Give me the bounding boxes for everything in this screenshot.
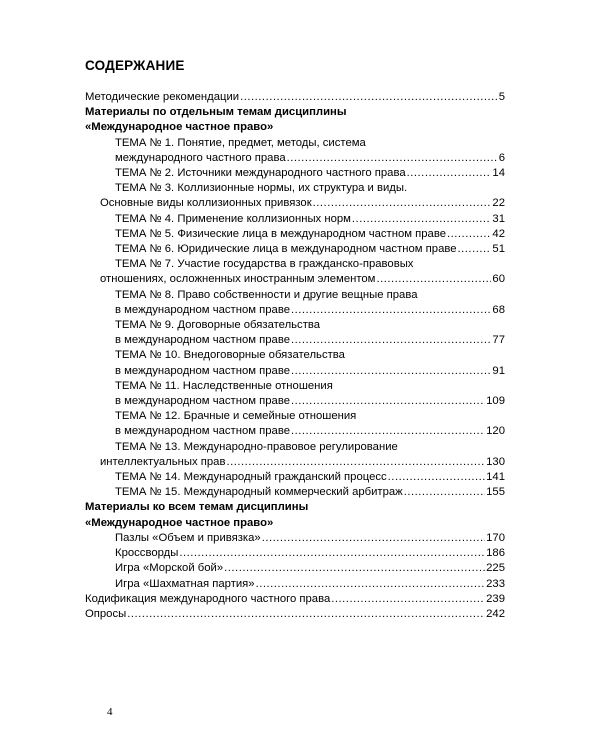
toc-entry-text: отношениях, осложненных иностранным элементом [100,273,376,286]
section-heading-discipline-name-2: «Международное частное право» [85,516,274,529]
toc-entry-topic-8-cont[interactable] [85,303,505,318]
dot-leader [256,577,486,592]
toc-entry-text: Пазлы «Объем и привязка» [115,531,261,544]
toc-entry-topic-14[interactable] [85,470,505,485]
toc-entry-topic-15[interactable] [85,485,505,500]
section-heading-all-topics: Материалы ко всем темам дисциплины [85,501,309,514]
toc-entry-topic-11[interactable]: ТЕМА № 11. Наследственные отношения [115,379,333,392]
toc-entry-text: международного частного права [115,151,286,164]
toc-page-number: 155 [486,486,505,499]
dot-leader [388,470,485,485]
toc-entry-text: ТЕМА № 5. Физические лица в международном частном праве [115,227,446,240]
toc-page-number: 60 [492,273,505,286]
toc-entry-topic-9-cont[interactable] [85,333,505,348]
toc-page-number: 242 [486,607,505,620]
toc-entry-topic-8[interactable]: ТЕМА № 8. Право собственности и другие вещные права [115,288,418,301]
toc-entry-topic-7-cont[interactable] [85,272,505,287]
dot-leader [458,242,492,257]
toc-entry-topic-9[interactable]: ТЕМА № 9. Договорные обязательства [115,319,321,332]
toc-page-number: 31 [492,212,505,225]
toc-entry-text: Кодификация международного частного права [85,592,331,605]
toc-entry-puzzles[interactable] [85,531,505,546]
toc-entry-topic-4[interactable] [85,212,505,227]
toc-entry-topic-6[interactable] [85,242,505,257]
toc-entry-topic-1[interactable]: ТЕМА № 1. Понятие, предмет, методы, система [115,136,366,149]
dot-leader [262,531,485,546]
toc-entry-text: в международном частном праве [115,425,290,438]
toc-entry-topic-10-cont[interactable] [85,364,505,379]
dot-leader [291,394,485,409]
toc-page-number: 130 [486,455,505,468]
toc-page-number: 239 [486,592,505,605]
toc-entry-text: Игра «Морской бой» [115,562,224,575]
toc-page-number: 5 [498,91,505,103]
dot-leader [376,272,491,287]
dot-leader [224,561,485,576]
toc-entry-text: Игра «Шахматная партия» [115,577,255,590]
toc-entry-crosswords[interactable] [85,546,505,561]
toc-entry-codification[interactable] [85,592,505,607]
dot-leader [331,592,485,607]
toc-entry-text: в международном частном праве [115,334,290,347]
dot-leader [447,227,491,242]
toc-page-number: 170 [486,531,505,544]
toc-entry-text: ТЕМА № 14. Международный гражданский процесс [115,471,387,484]
toc-entry-text: интеллектуальных прав [100,455,226,468]
section-heading-individual-topics: Материалы по отдельным темам дисциплины [85,106,347,119]
toc-page-number: 233 [486,577,505,590]
dot-leader [127,607,485,622]
dot-leader [291,303,491,318]
toc-entry-methodical[interactable] [85,90,505,105]
toc-page-number: 141 [486,471,505,484]
dot-leader [226,455,485,470]
toc-entry-text: Опросы [85,607,127,620]
toc-entry-topic-2[interactable] [85,166,505,181]
toc-page-number: 51 [492,243,505,256]
dot-leader [179,546,485,561]
toc-entry-text: в международном частном праве [115,364,290,377]
table-of-contents [85,90,505,622]
toc-entry-text: ТЕМА № 15. Международный коммерческий арбитраж [115,486,403,499]
toc-entry-text: Кроссворды [115,547,179,560]
dot-leader [291,424,485,439]
toc-entry-text: ТЕМА № 2. Источники международного частного права [115,167,406,180]
toc-entry-topic-10[interactable]: ТЕМА № 10. Внедоговорные обязательства [115,349,345,362]
toc-entry-topic-13-cont[interactable] [85,455,505,470]
toc-page-number: 109 [486,395,505,408]
toc-page-number: 14 [492,167,505,180]
toc-entry-topic-3-cont[interactable] [85,196,505,211]
page-title: СОДЕРЖАНИЕ [85,58,185,73]
dot-leader [287,151,498,166]
dot-leader [404,485,485,500]
dot-leader [352,212,492,227]
page-number: 4 [107,706,113,718]
toc-entry-topic-1-cont[interactable] [85,151,505,166]
dot-leader [291,364,491,379]
toc-entry-sea-battle[interactable] [85,561,505,576]
dot-leader [407,166,492,181]
toc-entry-surveys[interactable] [85,607,505,622]
toc-entry-text: ТЕМА № 6. Юридические лица в международном частном праве [115,243,457,256]
toc-entry-topic-12-cont[interactable] [85,424,505,439]
toc-page-number: 77 [492,334,505,347]
toc-entry-topic-3[interactable]: ТЕМА № 3. Коллизионные нормы, их структура и виды. [115,182,408,195]
toc-entry-text: ТЕМА № 4. Применение коллизионных норм [115,212,351,225]
toc-entry-topic-5[interactable] [85,227,505,242]
toc-page-number: 225 [486,562,505,575]
toc-page-number: 120 [486,425,505,438]
toc-page-number: 22 [492,197,505,210]
dot-leader [313,196,492,211]
toc-entry-text: Методические рекомендации [85,91,240,103]
toc-page-number: 91 [492,364,505,377]
toc-page-number: 42 [492,227,505,240]
toc-page-number: 186 [486,547,505,560]
dot-leader [291,333,491,348]
toc-entry-text: в международном частном праве [115,303,290,316]
toc-entry-text: Основные виды коллизионных привязок [100,197,312,210]
dot-leader [240,90,498,105]
section-heading-discipline-name: «Международное частное право» [85,121,274,134]
toc-page-number: 68 [492,303,505,316]
toc-page-number: 6 [498,151,505,164]
toc-entry-topic-7[interactable]: ТЕМА № 7. Участие государства в гражданско-правовых [115,258,414,271]
toc-entry-text: в международном частном праве [115,395,290,408]
toc-entry-topic-11-cont[interactable] [85,394,505,409]
toc-entry-topic-13[interactable]: ТЕМА № 13. Международно-правовое регулирование [115,440,398,453]
toc-entry-topic-12[interactable]: ТЕМА № 12. Брачные и семейные отношения [115,410,357,423]
toc-entry-chess[interactable] [85,577,505,592]
